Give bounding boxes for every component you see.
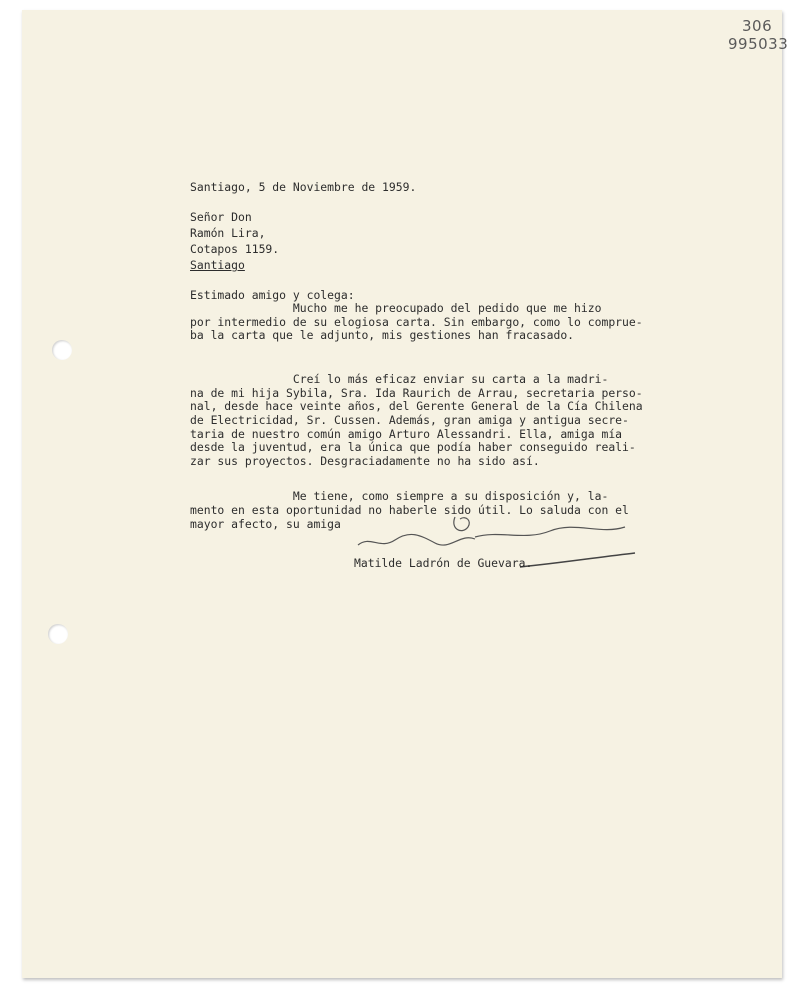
recipient-name: Ramón Lira, [190,226,266,240]
body-line: ba la carta que le adjunto, mis gestiones han fracasado. [190,328,575,343]
punch-hole-bottom [48,624,68,644]
body-line: Creí lo más eficaz enviar su carta a la madri- [190,371,609,386]
body-line: na de mi hija Sybila, Sra. Ida Raurich de Arrau, secretaria perso- [190,385,643,400]
body-line: taria de nuestro común amigo Arturo Alessandri. Ella, amiga mía [190,426,623,441]
archive-code: 995033 [728,35,789,53]
body-line: mento en esta oportunidad no haberle sido útil. Lo saluda con el [190,503,629,518]
body-line: de Electricidad, Sr. Cussen. Además, gran amiga y antigua secre- [190,412,629,427]
body-line: Mucho me he preocupado del pedido que me hizo [190,301,602,315]
body-line: desde la juventud, era la única que podía haber conseguido reali- [190,440,636,455]
handwritten-signature [350,505,650,585]
body-line: mayor afecto, su amiga [190,516,341,531]
body-line: zar sus proyectos. Desgraciadamente no ha sido así. [190,454,540,468]
archive-number: 306 [742,17,773,35]
recipient-salutation: Señor Don [190,210,252,224]
letter-date: Santiago, 5 de Noviembre de 1959. [190,180,417,194]
body-line: nal, desde hace veinte años, del Gerente General de la Cía Chilena [190,399,643,414]
recipient-city: Santiago [190,258,245,272]
punch-hole-top [52,340,72,360]
letter-greeting: Estimado amigo y colega: [190,288,355,302]
signature-name: Matilde Ladrón de Guevara. [354,556,533,570]
recipient-address: Cotapos 1159. [190,242,280,256]
body-line: por intermedio de su elogiosa carta. Sin embargo, como lo comprue- [190,314,643,329]
body-line: Me tiene, como siempre a su disposición y, la- [190,489,609,504]
